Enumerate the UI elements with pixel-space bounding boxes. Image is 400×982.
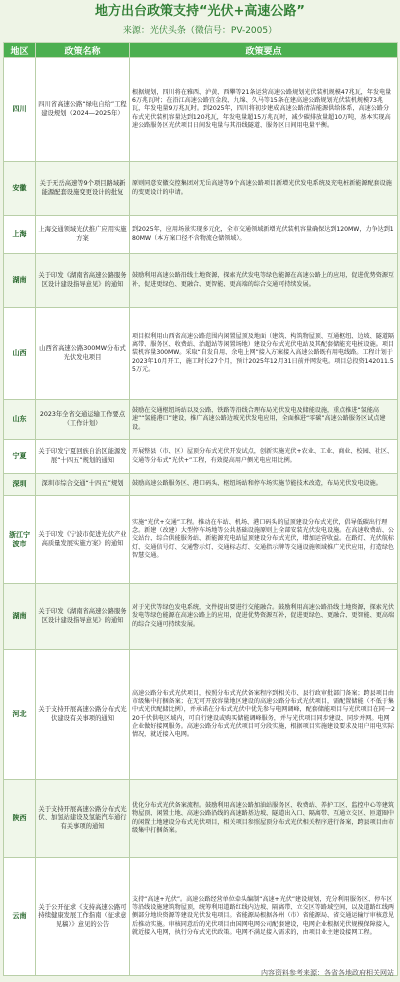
region-cell: 四川 bbox=[4, 58, 36, 162]
region-cell: 湖南 bbox=[4, 584, 36, 650]
table-row bbox=[4, 308, 398, 400]
region-cell: 山东 bbox=[4, 400, 36, 440]
policy-name-cell: 关于公开征求《支持高速公路可持续健康发展工作指南（征求意见稿）》意见的公告 bbox=[36, 858, 130, 976]
table-row bbox=[4, 216, 398, 254]
policy-name-cell: 四川省高速公路“绿电自给”工程建设规划（2024—2025年） bbox=[36, 58, 130, 162]
region-cell: 深圳 bbox=[4, 474, 36, 496]
policy-name-cell: 关于支持开展高速公路分布式光伏、加氢站建设及氢能汽车通行有关事项的通知 bbox=[36, 780, 130, 858]
policy-points-cell: 高速公路分布式光伏项目，按照分布式光伏备案程序到相关市、县行政审批部门备案；跨县项目由市级集中打捆备案；在无可开放容量地区建设的高速公路分布式光伏项目，需配置储能（不低于集中式光伏配储比例），并承诺在分布式光伏中优先参与电网调峰，配套储能项目与光伏项目在同一220千伏供电区域内，可自行建设或购买储能调峰服务，并与光伏项目同步建设、同步并网。电网企业做好接网服务。高速公路分布式光伏项目可分段实施，根据项目实施建设要求及用户用电实际情况，就近接入电网。 bbox=[130, 650, 398, 780]
table-row bbox=[4, 58, 398, 162]
policy-name-cell: 深圳市综合交通“十四五”规划 bbox=[36, 474, 130, 496]
region-cell: 浙江宁波市 bbox=[4, 496, 36, 584]
region-cell: 湖南 bbox=[4, 254, 36, 308]
policy-points-cell: 项目拟利用山西省高速公路范围内闲置屋顶及地面（建筑、构筑物屋顶、互通枢纽、边坡、隧道隔离带、服务区、收费站、治超站等闲置场地）建设分布式光伏电站及其配套储能充电桩设施。项目装机容量300MW。采取“自发自用、余电上网”接入方案接入高速公路既有用电线路。工程计划于2023年10月开工，施工时长27个月，预计2025年12月31日前并网发电。项目总投资142011.55万元。 bbox=[130, 308, 398, 400]
region-cell: 陕西 bbox=[4, 780, 36, 858]
page-subtitle: 来源：光伏头条（微信号：PV-2005） bbox=[122, 26, 278, 36]
table-row bbox=[4, 496, 398, 584]
policy-points-cell: 支持“高速+光伏”。高速公路经营单位牵头编制“高速+光伏”建设规划，充分利用服务区、停车区等沿线设施建筑物屋顶，统筹利用道路红线内边坡、隔离带、立交区等路域空间，以及道路红线两侧部分地块资源等建设光伏发电项目。省能源局根据各州（市）省能源局、省交通运输厅审核意见后推动实施。审核同意后的光伏项目由国网电网公司配套建设，电网企业根据光伏规模保障接入，就近接入电网，执行分布式光伏政策。电网不满足接入需求的，由项目业主建设接网工程。 bbox=[130, 858, 398, 976]
policy-name-cell: 关于印发《宁波市促进光伏产业高质量发展实施方案》的通知 bbox=[36, 496, 130, 584]
page-title: 地方出台政策支持“光伏+高速公路” bbox=[95, 4, 305, 19]
policy-name-cell: 关于印发宁夏回族自治区能源发展“十四五”规划的通知 bbox=[36, 440, 130, 474]
region-cell: 宁夏 bbox=[4, 440, 36, 474]
policy-name-cell: 关于印发《湖南省高速公路服务区设计建设指导意见》的通知 bbox=[36, 254, 130, 308]
policy-table bbox=[3, 42, 398, 976]
policy-points-cell: 对于光伏等绿色发电系统，文件提出要进行交能融合。鼓励利用高速公路沿线土地资源，探索光伏发电等绿色能源在高速公路上的应用，促进优势资源互补，促进更绿色、更融合、更智能、更高端的综合交通可持续发展。 bbox=[130, 584, 398, 650]
policy-name-cell: 山西省高速公路300MW分布式光伏发电项目 bbox=[36, 308, 130, 400]
source-footer: 内容资料参考来源：各省各地政府相关网站 bbox=[261, 969, 394, 977]
policy-points-cell: 鼓励利用高速公路沿线土地资源，探索光伏发电等绿色能源在高速公路上的应用，促进优势资源互补，促进更绿色、更融合、更智能、更高端的综合交通可持续发展。 bbox=[130, 254, 398, 308]
table-row bbox=[4, 440, 398, 474]
table-row bbox=[4, 474, 398, 496]
table-row bbox=[4, 780, 398, 858]
table-row bbox=[4, 584, 398, 650]
policy-points-cell: 根据规划，四川将在雅西、泸黄、西攀等21条运营高速公路规划光伏装机规模47兆瓦，年发电量6万兆瓦时；在沿江高速公路宜金段、九绵、久马等15条在建高速公路规划光伏装机规模73兆瓦，年发电量9万兆瓦时。到2025年，四川将初步建成高速公路清洁能源供给体系，高速公路分布式光伏装机容量达到120兆瓦，年发电量超15万兆瓦时，减少碳排放量超10万吨，基本实现高速公路服务区光伏项目日间发电量与其沿线隧道、服务区日间用电量平衡。 bbox=[130, 58, 398, 162]
policy-points-cell: 优化分布式光伏备案流程。鼓励利用高速公路加油站服务区、收费站、养护工区、监控中心等建筑物屋顶、闲置土地、高速公路沿线的高速路基边坡、隧道出入口、隔离带、互通立交区、匝道圈中的闲置土地建设分布式光伏项目，相关项目参照屋顶分布式光伏相关程序进行备案，跨县项目由市级集中打捆备案。 bbox=[130, 780, 398, 858]
table-row bbox=[4, 162, 398, 216]
table-header-row bbox=[4, 43, 398, 58]
policy-points-cell: 鼓励在交通枢纽场站以及公路、铁路等沿线合理布局光伏发电及储能设施，重点推进“氢能高速”“氢能港口”建设，推广高速公路边坡光伏发电应用，全面推进“零碳”高速公路服务区试点建设。 bbox=[130, 400, 398, 440]
policy-name-cell: 关于支持开展高速公路分布式光伏建设有关事项的通知 bbox=[36, 650, 130, 780]
policy-points-cell: 开展整县（市、区）屋顶分布式光伏开发试点，创新实施光伏+农业、工业、商业、校园、社区、交通等分布式“光伏+”工程，有效提高用户侧光电应用比例。 bbox=[130, 440, 398, 474]
policy-name-cell: 关于印发《湖南省高速公路服务区设计建设指导意见》的通知 bbox=[36, 584, 130, 650]
region-cell: 安徽 bbox=[4, 162, 36, 216]
policy-name-cell: 上海交通领域光伏推广应用实施方案 bbox=[36, 216, 130, 254]
table-row bbox=[4, 400, 398, 440]
region-cell: 云南 bbox=[4, 858, 36, 976]
policy-points-cell: 鼓励高速公路服务区、港口码头、枢纽场站和停车场实施节能技术改造，布局光伏发电设施。 bbox=[130, 474, 398, 496]
header-policy-name: 政策名称 bbox=[36, 43, 130, 58]
table-row bbox=[4, 254, 398, 308]
region-cell: 上海 bbox=[4, 216, 36, 254]
region-cell: 山西 bbox=[4, 308, 36, 400]
policy-points-cell: 实施“光伏+交通”工程。推动在车站、机场、港口码头的屋顶建设分布式光伏，倡导低碳出行理念。新建（改建）大型停车场地等公共基础设施原则上全部安装光伏发电设施。在高速收费站、公交站台、综合供能服务站、新能源充电站屋顶建设分布式光伏，增加运营收益。在路灯、光伏航标灯、交通信号灯、交通警示灯、交通标志灯、交通指示牌等交通设施领域推广光伏应用，打造绿色智慧交通。 bbox=[130, 496, 398, 584]
table-row bbox=[4, 650, 398, 780]
policy-name-cell: 关于无岳高速等9个项目路域新能源配套设施变更设计的批复 bbox=[36, 162, 130, 216]
policy-points-cell: 原则同意安徽交控集团对无岳高速等9个高速公路项目新增光伏发电系统及充电桩新能源配套设施的变更设计的申请。 bbox=[130, 162, 398, 216]
policy-points-cell: 到2025年，应用场景实现多元化，全市交通领域新增光伏装机容量确保达到120MW，力争达到180MW（本方案口径不含物流仓储领域）。 bbox=[130, 216, 398, 254]
table-row bbox=[4, 858, 398, 976]
header-policy-points: 政策要点 bbox=[130, 43, 398, 58]
region-cell: 河北 bbox=[4, 650, 36, 780]
policy-name-cell: 2023年全省交通运输工作要点（工作计划） bbox=[36, 400, 130, 440]
header-region: 地区 bbox=[4, 43, 36, 58]
